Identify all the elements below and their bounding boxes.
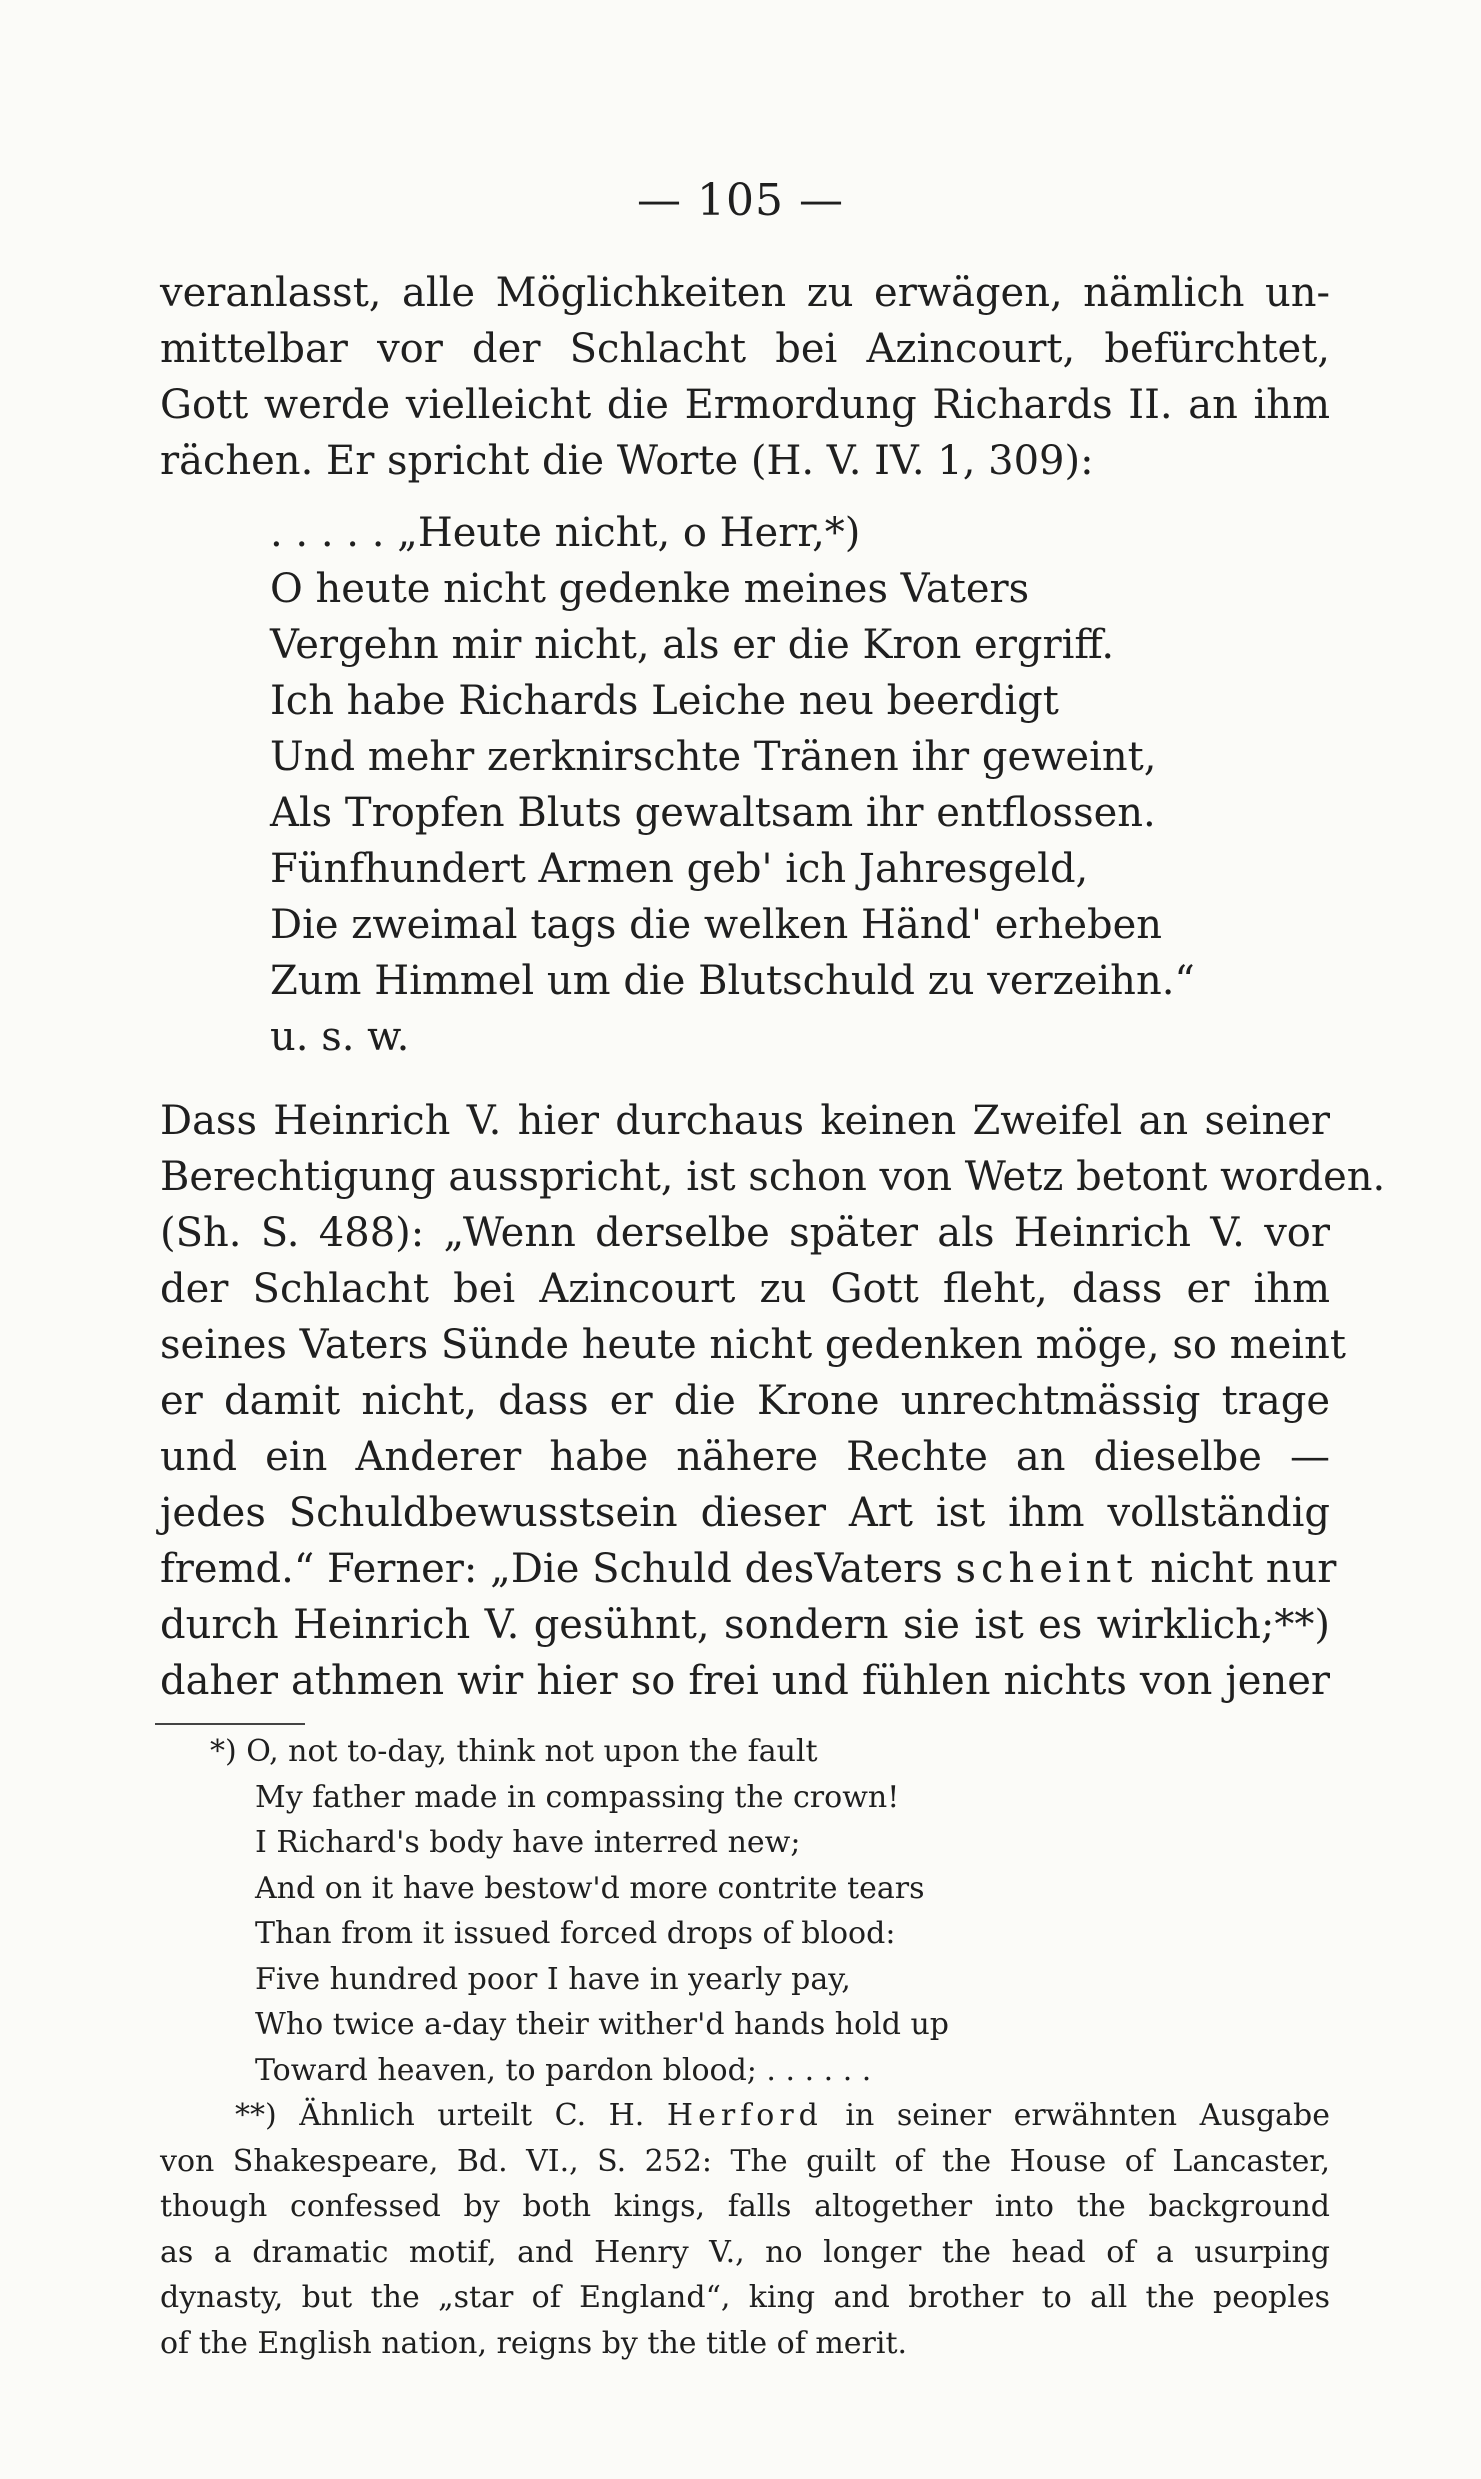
footnote-line: though confessed by both kings, falls altogether into the background bbox=[160, 2189, 1330, 2224]
verse-line: . . . . . „Heute nicht, o Herr,*) bbox=[270, 510, 861, 556]
footnote-verse-line: Than from it issued forced drops of blood: bbox=[255, 1916, 896, 1951]
text-fragment: nicht nur bbox=[1137, 1546, 1337, 1592]
text-line: daher athmen wir hier so frei und fühlen nichts von jener bbox=[160, 1658, 1330, 1704]
verse-line: Als Tropfen Bluts gewaltsam ihr entflossen. bbox=[270, 790, 1156, 836]
footnote-divider bbox=[155, 1723, 305, 1725]
verse-line: Die zweimal tags die welken Händ' erheben bbox=[270, 902, 1163, 948]
text-line: jedes Schuldbewusstsein dieser Art ist ihm vollständig bbox=[160, 1490, 1330, 1536]
footnotes bbox=[160, 1729, 1330, 2366]
verse-line: Fünfhundert Armen geb' ich Jahresgeld, bbox=[270, 846, 1089, 892]
text-line: der Schlacht bei Azincourt zu Gott fleht, dass er ihm bbox=[160, 1266, 1330, 1312]
footnote-line: of the English nation, reigns by the title of merit. bbox=[160, 2325, 908, 2361]
verse-line: O heute nicht gedenke meines Vaters bbox=[270, 566, 1030, 612]
footnote-verse-line: Toward heaven, to pardon blood; . . . . . . bbox=[255, 2052, 872, 2088]
text-line: veranlasst, alle Möglichkeiten zu erwägen, nämlich un- bbox=[160, 270, 1330, 316]
page-number: — 105 — bbox=[637, 175, 844, 226]
footnote-verse-line: I Richard's body have interred new; bbox=[255, 1825, 801, 1860]
text-line: er damit nicht, dass er die Krone unrechtmässig trage bbox=[160, 1378, 1330, 1424]
footnote-line: as a dramatic motif, and Henry V., no longer the head of a usurping bbox=[160, 2234, 1330, 2270]
text-line: Berechtigung ausspricht, ist schon von Wetz betont worden. bbox=[160, 1154, 1386, 1200]
footnote-verse-line: And on it have bestow'd more contrite tears bbox=[255, 1870, 925, 1906]
text-fragment: in seiner erwähnten Ausgabe bbox=[822, 2098, 1330, 2133]
footnote-line: von Shakespeare, Bd. VI., S. 252: The guilt of the House of Lancaster, bbox=[160, 2143, 1330, 2179]
spaced-emphasis: scheint bbox=[955, 1546, 1138, 1592]
text-line: (Sh. S. 488): „Wenn derselbe später als Heinrich V. vor bbox=[160, 1210, 1330, 1256]
text-line: seines Vaters Sünde heute nicht gedenken möge, so meint bbox=[160, 1322, 1346, 1368]
verse-quote bbox=[160, 505, 1330, 1065]
text-fragment: **) Ähnlich urteilt C. H. bbox=[235, 2098, 667, 2133]
text-line: und ein Anderer habe nähere Rechte an dieselbe — bbox=[160, 1434, 1330, 1480]
verse-line: Ich habe Richards Leiche neu beerdigt bbox=[270, 678, 1059, 724]
verse-line: u. s. w. bbox=[270, 1014, 410, 1060]
text-line: Gott werde vielleicht die Ermordung Richards II. an ihm bbox=[160, 382, 1330, 428]
text-line: durch Heinrich V. gesühnt, sondern sie ist es wirklich;**) bbox=[160, 1602, 1330, 1648]
footnote-2 bbox=[160, 2093, 1330, 2139]
text-fragment: fremd.“ Ferner: „Die Schuld desVaters bbox=[160, 1546, 956, 1592]
footnote-verse-line: My father made in compassing the crown! bbox=[255, 1779, 900, 1815]
verse-line: Zum Himmel um die Blutschuld zu verzeihn.“ bbox=[270, 958, 1195, 1004]
main-text bbox=[160, 265, 1386, 2366]
footnote-verse-line: Five hundred poor I have in yearly pay, bbox=[255, 1961, 851, 1997]
footnote-1: *) O, not to-day, think not upon the fault bbox=[210, 1734, 818, 1769]
footnote-line: dynasty, but the „star of England“, king and brother to all the peoples bbox=[160, 2280, 1330, 2315]
verse-line: Und mehr zerknirschte Tränen ihr geweint, bbox=[270, 734, 1157, 780]
text-line: mittelbar vor der Schlacht bei Azincourt, befürchtet, bbox=[160, 326, 1330, 372]
verse-line: Vergehn mir nicht, als er die Kron ergriff. bbox=[270, 622, 1115, 668]
spaced-emphasis: Herford bbox=[666, 2098, 823, 2133]
text-line: Dass Heinrich V. hier durchaus keinen Zweifel an seiner bbox=[160, 1098, 1330, 1144]
text-line: rächen. Er spricht die Worte (H. V. IV. 1, 309): bbox=[160, 438, 1094, 484]
text-line bbox=[160, 1541, 1337, 1597]
footnote-verse-line: Who twice a-day their wither'd hands hold up bbox=[255, 2007, 950, 2042]
